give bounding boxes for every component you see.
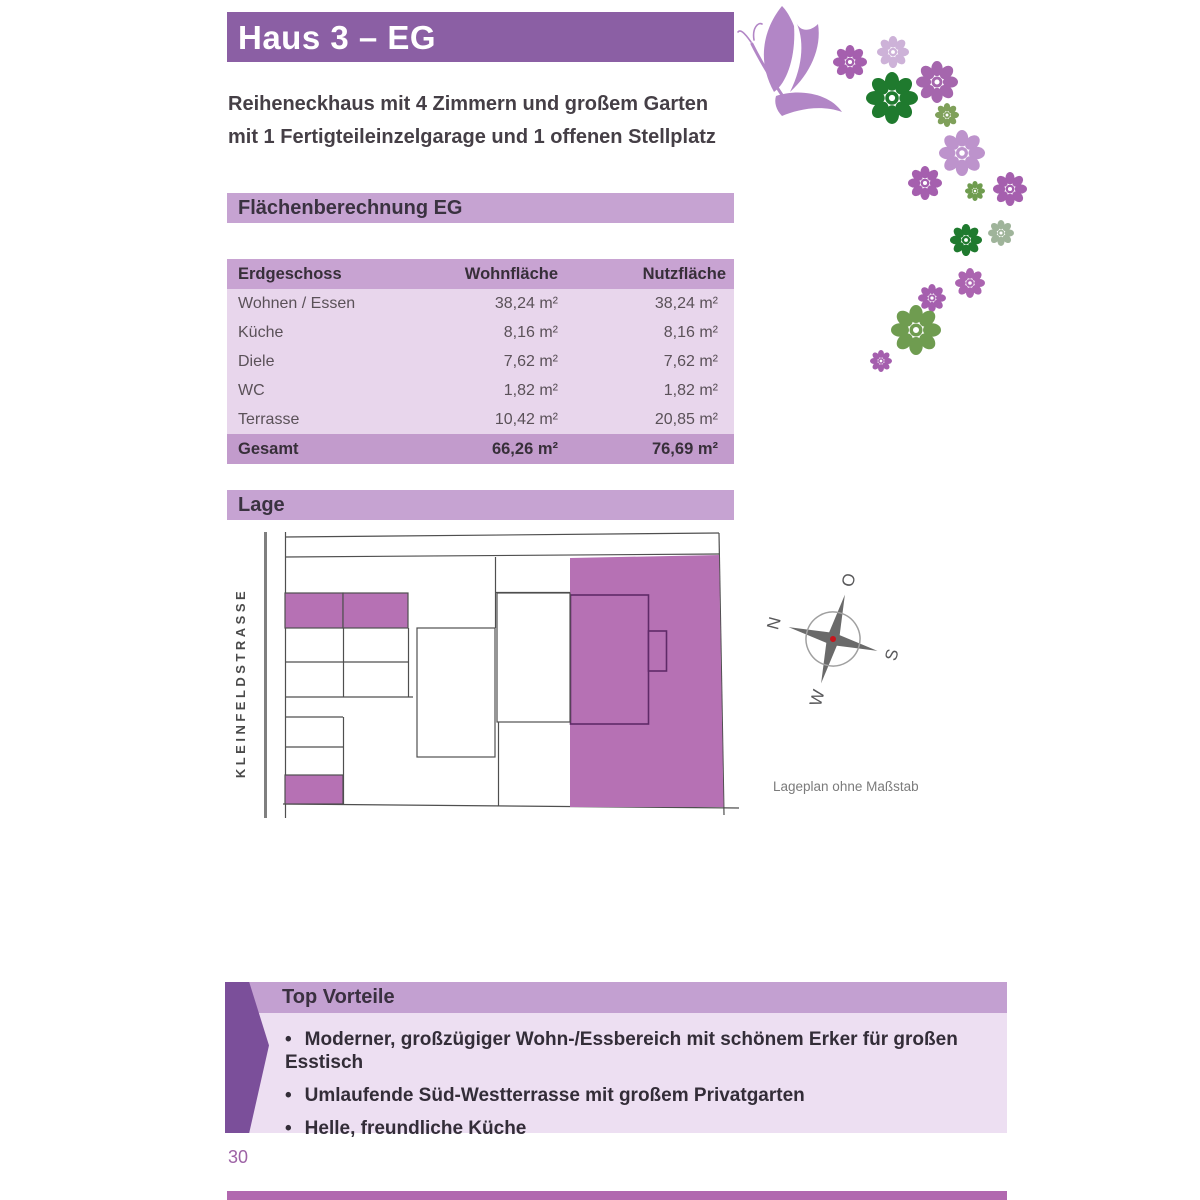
column-header-nutzflaeche: Nutzfläche xyxy=(560,259,734,289)
total-label: Gesamt xyxy=(227,434,452,464)
advantages-body xyxy=(225,1013,1007,1139)
highlighted-plot xyxy=(570,555,724,807)
area-value: 8,16 m² xyxy=(452,318,560,347)
flower-icon xyxy=(908,166,942,200)
advantages-header xyxy=(225,982,1007,1013)
section-title: Flächenberechnung EG xyxy=(238,197,463,219)
house-footprint xyxy=(571,595,649,724)
compass-north-label: N xyxy=(763,614,785,632)
area-table-body xyxy=(227,289,734,434)
flower-icon xyxy=(918,284,946,312)
subtitle-line-2: mit 1 Fertigteileinzelgarage und 1 offenen Stellplatz xyxy=(228,126,716,148)
garage-plot xyxy=(343,593,408,628)
area-value: 1,82 m² xyxy=(560,376,734,405)
page-title-bar xyxy=(227,12,734,62)
flower-icon xyxy=(870,350,892,372)
street-label: KLEINFELDSTRASSE xyxy=(233,587,248,779)
advantages-box xyxy=(225,982,1007,1139)
room-name: Küche xyxy=(227,318,452,347)
flower-icon xyxy=(939,130,985,176)
bullet-icon: • xyxy=(285,1118,292,1139)
flower-icon xyxy=(955,268,985,298)
flower-icon xyxy=(833,45,867,79)
table-row xyxy=(227,347,734,376)
next-section-bar-partial xyxy=(227,1191,1007,1200)
compass-rose-icon xyxy=(758,558,908,723)
garage-plot xyxy=(285,775,343,804)
flower-icon xyxy=(950,224,982,256)
advantage-item xyxy=(285,1117,997,1140)
table-total-row xyxy=(227,434,734,464)
flower-icon xyxy=(891,305,941,355)
section-title: Lage xyxy=(238,494,285,516)
flower-icon xyxy=(988,220,1014,246)
site-plan xyxy=(255,525,755,825)
room-name: Wohnen / Essen xyxy=(227,289,452,318)
butterfly-icon xyxy=(738,6,842,116)
advantage-text: Helle, freundliche Küche xyxy=(304,1118,527,1139)
parcel xyxy=(417,628,495,757)
decoration-layer xyxy=(728,0,1068,390)
table-header-row xyxy=(227,259,734,289)
compass-west-label: W xyxy=(805,687,829,709)
flower-icon xyxy=(935,103,959,127)
page-title: Haus 3 – EG xyxy=(238,19,437,56)
page-number: 30 xyxy=(228,1147,249,1167)
advantages-title: Top Vorteile xyxy=(282,986,395,1008)
flowers-group xyxy=(833,36,1027,372)
area-value: 7,62 m² xyxy=(560,347,734,376)
table-row xyxy=(227,405,734,434)
compass-center-dot xyxy=(829,635,836,642)
compass-east-label: O xyxy=(837,571,860,589)
compass-south-label: S xyxy=(881,646,903,663)
room-name: Diele xyxy=(227,347,452,376)
column-header-wohnflaeche: Wohnfläche xyxy=(452,259,560,289)
area-value: 10,42 m² xyxy=(452,405,560,434)
plot-boundary-bottom xyxy=(283,804,739,808)
flower-icon xyxy=(877,36,909,68)
parcel xyxy=(497,593,570,722)
compass-circle xyxy=(800,606,866,672)
section-header-flaechenberechnung xyxy=(227,193,734,223)
bullet-icon: • xyxy=(285,1085,292,1106)
advantage-item xyxy=(285,1084,997,1107)
total-nutzflaeche: 76,69 m² xyxy=(560,434,734,464)
plan-caption: Lageplan ohne Maßstab xyxy=(773,779,919,794)
flower-icon xyxy=(993,172,1027,206)
area-value: 20,85 m² xyxy=(560,405,734,434)
bullet-icon: • xyxy=(285,1029,292,1050)
area-value: 38,24 m² xyxy=(452,289,560,318)
advantages-list xyxy=(225,1013,1007,1140)
area-value: 1,82 m² xyxy=(452,376,560,405)
erker-bay xyxy=(649,631,667,671)
plot-boundary-top xyxy=(285,533,719,537)
inner-boundary-line xyxy=(285,554,719,557)
flower-icon xyxy=(916,61,958,103)
advantage-item xyxy=(285,1028,997,1074)
area-value: 38,24 m² xyxy=(560,289,734,318)
table-row xyxy=(227,318,734,347)
room-name: Terrasse xyxy=(227,405,452,434)
area-table xyxy=(227,259,734,464)
subtitle-line-1: Reiheneckhaus mit 4 Zimmern und großem Garten xyxy=(228,93,709,115)
room-name: WC xyxy=(227,376,452,405)
total-wohnflaeche: 66,26 m² xyxy=(452,434,560,464)
column-header-room: Erdgeschoss xyxy=(227,259,452,289)
table-row xyxy=(227,289,734,318)
flower-icon xyxy=(866,72,918,124)
area-value: 8,16 m² xyxy=(560,318,734,347)
advantage-text: Moderner, großzügiger Wohn-/Essbereich mit schönem Erker für großen Esstisch xyxy=(285,1029,958,1073)
flower-icon xyxy=(965,181,985,201)
area-value: 7,62 m² xyxy=(452,347,560,376)
plot-boundary-right xyxy=(719,533,724,815)
page-subtitle xyxy=(228,88,716,154)
table-row xyxy=(227,376,734,405)
garage-plot xyxy=(285,593,343,628)
advantage-text: Umlaufende Süd-Westterrasse mit großem Privatgarten xyxy=(304,1085,805,1106)
section-header-lage xyxy=(227,490,734,520)
